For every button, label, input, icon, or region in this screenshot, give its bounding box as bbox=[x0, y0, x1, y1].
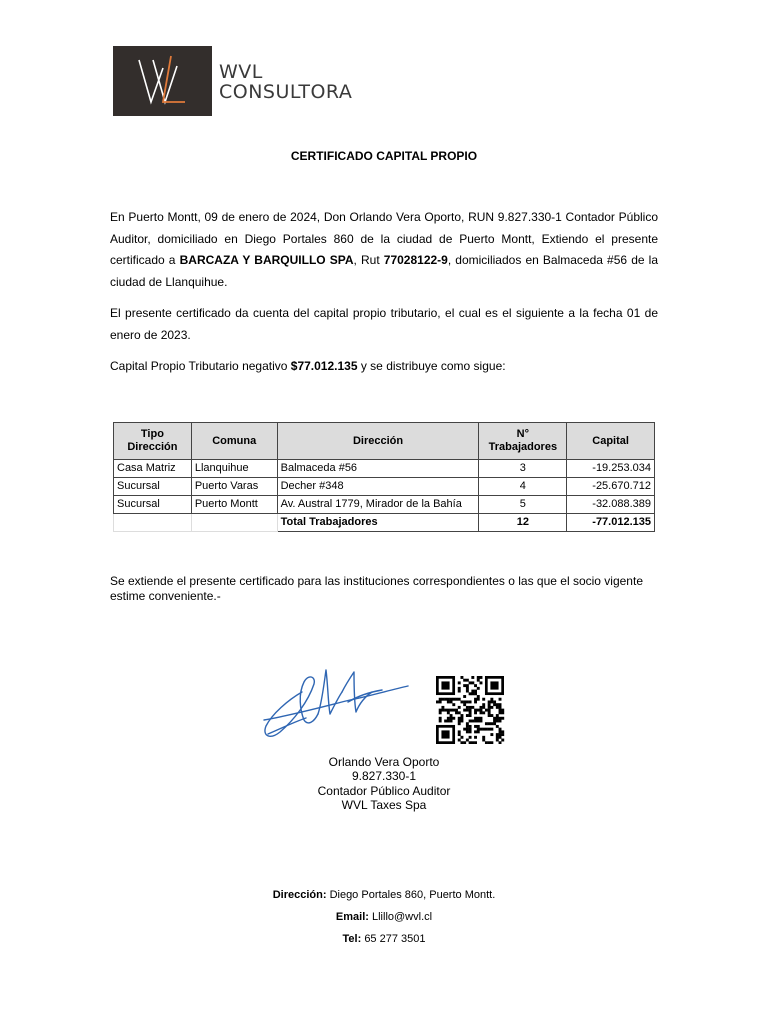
header-capital: Capital bbox=[567, 423, 655, 460]
capital-amount: $77.012.135 bbox=[290, 359, 358, 373]
wvl-monogram-icon bbox=[113, 46, 212, 116]
signature-icon bbox=[258, 662, 414, 744]
header-trab-line2: Trabajadores bbox=[488, 441, 558, 453]
header-comuna: Comuna bbox=[191, 423, 277, 460]
cell-trabajadores: 3 bbox=[479, 460, 567, 478]
cell-capital: -32.088.389 bbox=[567, 496, 655, 514]
signer-name: Orlando Vera Oporto bbox=[328, 755, 440, 769]
document-title: CERTIFICADO CAPITAL PROPIO bbox=[290, 149, 478, 163]
cell-comuna: Puerto Varas bbox=[191, 478, 277, 496]
cell-direccion: Balmaceda #56 bbox=[277, 460, 479, 478]
intro-paragraph bbox=[110, 207, 658, 293]
cell-empty bbox=[114, 514, 192, 532]
amount-text-2: y se distribuye como sigue: bbox=[357, 359, 506, 373]
intro-text-2: , Rut bbox=[353, 253, 384, 267]
cell-capital: -25.670.712 bbox=[567, 478, 655, 496]
table-header-row bbox=[114, 423, 655, 460]
table-row bbox=[114, 460, 655, 478]
footer-address-label: Dirección: bbox=[272, 889, 327, 901]
company-rut: 77028122-9 bbox=[383, 253, 448, 267]
cell-comuna: Puerto Montt bbox=[191, 496, 277, 514]
company-logo-mark bbox=[113, 46, 212, 116]
cell-trabajadores: 4 bbox=[479, 478, 567, 496]
amount-text-1: Capital Propio Tributario negativo bbox=[110, 359, 291, 373]
cell-comuna: Llanquihue bbox=[191, 460, 277, 478]
total-label: Total Trabajadores bbox=[277, 514, 479, 532]
footer-email-label: Email: bbox=[335, 911, 369, 923]
header-trab-line1: N° bbox=[516, 428, 529, 440]
cell-trabajadores: 5 bbox=[479, 496, 567, 514]
table-total-row bbox=[114, 514, 655, 532]
cell-tipo: Casa Matriz bbox=[114, 460, 192, 478]
logo-line-2: CONSULTORA bbox=[219, 81, 353, 103]
cell-direccion: Av. Austral 1779, Mirador de la Bahía bbox=[277, 496, 479, 514]
signer-block bbox=[0, 755, 768, 812]
intro-text-3: , domiciliados en Balmaceda #56 de la ciudad de Llanquihue. bbox=[110, 253, 658, 289]
capital-distribution-table bbox=[113, 422, 655, 532]
header-tipo-direccion bbox=[114, 423, 192, 460]
cell-empty bbox=[191, 514, 277, 532]
closing-paragraph: Se extiende el presente certificado para las instituciones correspondientes o las que el socio vigente estime conveniente.- bbox=[110, 574, 643, 603]
cell-capital: -19.253.034 bbox=[567, 460, 655, 478]
footer-email bbox=[0, 911, 768, 923]
logo-line-1: WVL bbox=[219, 61, 263, 83]
qr-code bbox=[436, 676, 506, 744]
signer-role: Contador Público Auditor bbox=[317, 783, 451, 798]
company-name: BARCAZA Y BARQUILLO SPA bbox=[179, 253, 354, 267]
footer-phone-value: 65 277 3501 bbox=[364, 933, 426, 945]
signer-rut: 9.827.330-1 bbox=[351, 769, 417, 784]
table-row bbox=[114, 496, 655, 514]
capital-amount-paragraph bbox=[110, 356, 658, 378]
table-row bbox=[114, 478, 655, 496]
intro-text-1: En Puerto Montt, 09 de enero de 2024, Don Orlando Vera Oporto, RUN 9.827.330-1 Contador Público Auditor, domiciliado en Diego Portales 860 de la ciudad de Puerto Montt, Extiendo el presente certificado a bbox=[110, 210, 658, 267]
header-tipo-line2: Dirección bbox=[127, 441, 178, 453]
signer-company: WVL Taxes Spa bbox=[341, 797, 427, 812]
company-logo-text bbox=[219, 62, 352, 102]
total-trabajadores: 12 bbox=[479, 514, 567, 532]
footer-phone-label: Tel: bbox=[342, 933, 362, 945]
qr-code-icon bbox=[436, 676, 506, 744]
handwritten-signature bbox=[258, 662, 414, 744]
cell-tipo: Sucursal bbox=[114, 496, 192, 514]
footer-address bbox=[0, 889, 768, 901]
cell-tipo: Sucursal bbox=[114, 478, 192, 496]
header-tipo-line1: Tipo bbox=[140, 428, 164, 440]
footer-phone bbox=[0, 933, 768, 945]
total-capital: -77.012.135 bbox=[567, 514, 655, 532]
capital-date-paragraph: El presente certificado da cuenta del capital propio tributario, el cual es el siguiente a la fecha 01 de enero de 2023. bbox=[110, 306, 658, 342]
cell-direccion: Decher #348 bbox=[277, 478, 479, 496]
footer-email-value[interactable]: Llillo@wvl.cl bbox=[372, 911, 433, 923]
footer-address-value: Diego Portales 860, Puerto Montt. bbox=[329, 889, 496, 901]
header-direccion: Dirección bbox=[277, 423, 479, 460]
header-trabajadores bbox=[479, 423, 567, 460]
